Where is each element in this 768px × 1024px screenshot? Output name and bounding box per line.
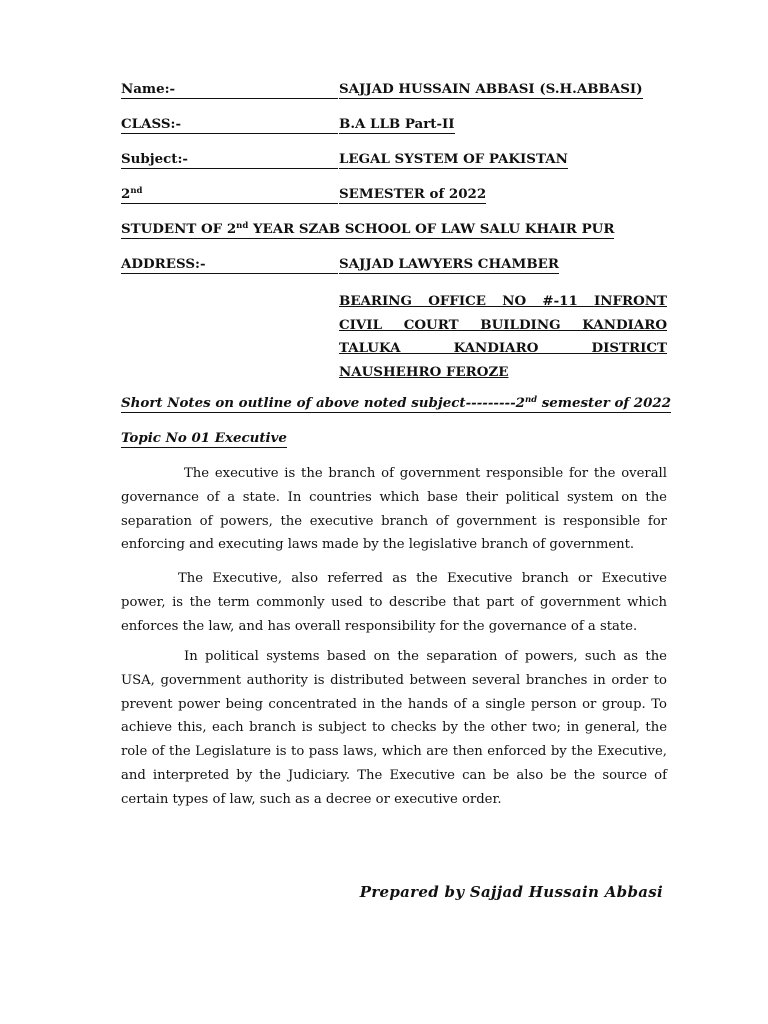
notes-heading-suffix: nd [524, 395, 538, 405]
paragraph-1: The executive is the branch of government responsible for the overall governance of a state. In countries which base their political system on the separation of powers, the executive branch of government is responsible for enforcing and executing laws made by the legislative branch of government. [121, 466, 667, 553]
student-pre: STUDENT OF 2 [121, 221, 237, 237]
subject-value: LEGAL SYSTEM OF PAKISTAN [339, 151, 568, 167]
subject-label: Subject:- [121, 150, 338, 169]
notes-heading [121, 394, 671, 413]
address-value: SAJJAD LAWYERS CHAMBER [339, 256, 559, 272]
semester-number: 2 [121, 186, 131, 202]
notes-heading-pre: Short Notes on outline of above noted subject---------2 [121, 395, 525, 411]
student-post: YEAR SZAB SCHOOL OF LAW SALU KHAIR PUR [248, 221, 615, 237]
paragraph-2: The Executive, also referred as the Executive branch or Executive power, is the term commonly used to describe that part of government which enforces the law, and has overall responsibility for the governance of a state. [121, 571, 667, 634]
class-label: CLASS:- [121, 115, 338, 134]
topic-heading: Topic No 01 Executive [121, 430, 287, 446]
student-suffix: nd [236, 221, 249, 231]
semester-label [121, 185, 338, 204]
semester-suffix: nd [130, 186, 143, 196]
name-value: SAJJAD HUSSAIN ABBASI (S.H.ABBASI) [339, 81, 643, 97]
address-detail: BEARING OFFICE NO #-11 INFRONT CIVIL COURT BUILDING KANDIARO TALUKA KANDIARO DISTRICT NAUSHEHRO FEROZE [339, 293, 667, 380]
student-line [121, 220, 614, 239]
address-label: ADDRESS:- [121, 255, 338, 274]
name-label: Name:- [121, 80, 338, 99]
signature-line: Prepared by Sajjad Hussain Abbasi [359, 883, 663, 901]
paragraph-3: In political systems based on the separation of powers, such as the USA, government authority is distributed between several branches in order to prevent power being concentrated in the hands of a single person or group. To achieve this, each branch is subject to checks by the other two; in general, the role of the Legislature is to pass laws, which are then enforced by the Executive, and interpreted by the Judiciary. The Executive can be also be the source of certain types of law, such as a decree or executive order. [121, 649, 667, 807]
class-value: B.A LLB Part-II [339, 116, 455, 132]
notes-heading-post: semester of 2022 [537, 395, 672, 411]
semester-value: SEMESTER of 2022 [339, 186, 487, 202]
